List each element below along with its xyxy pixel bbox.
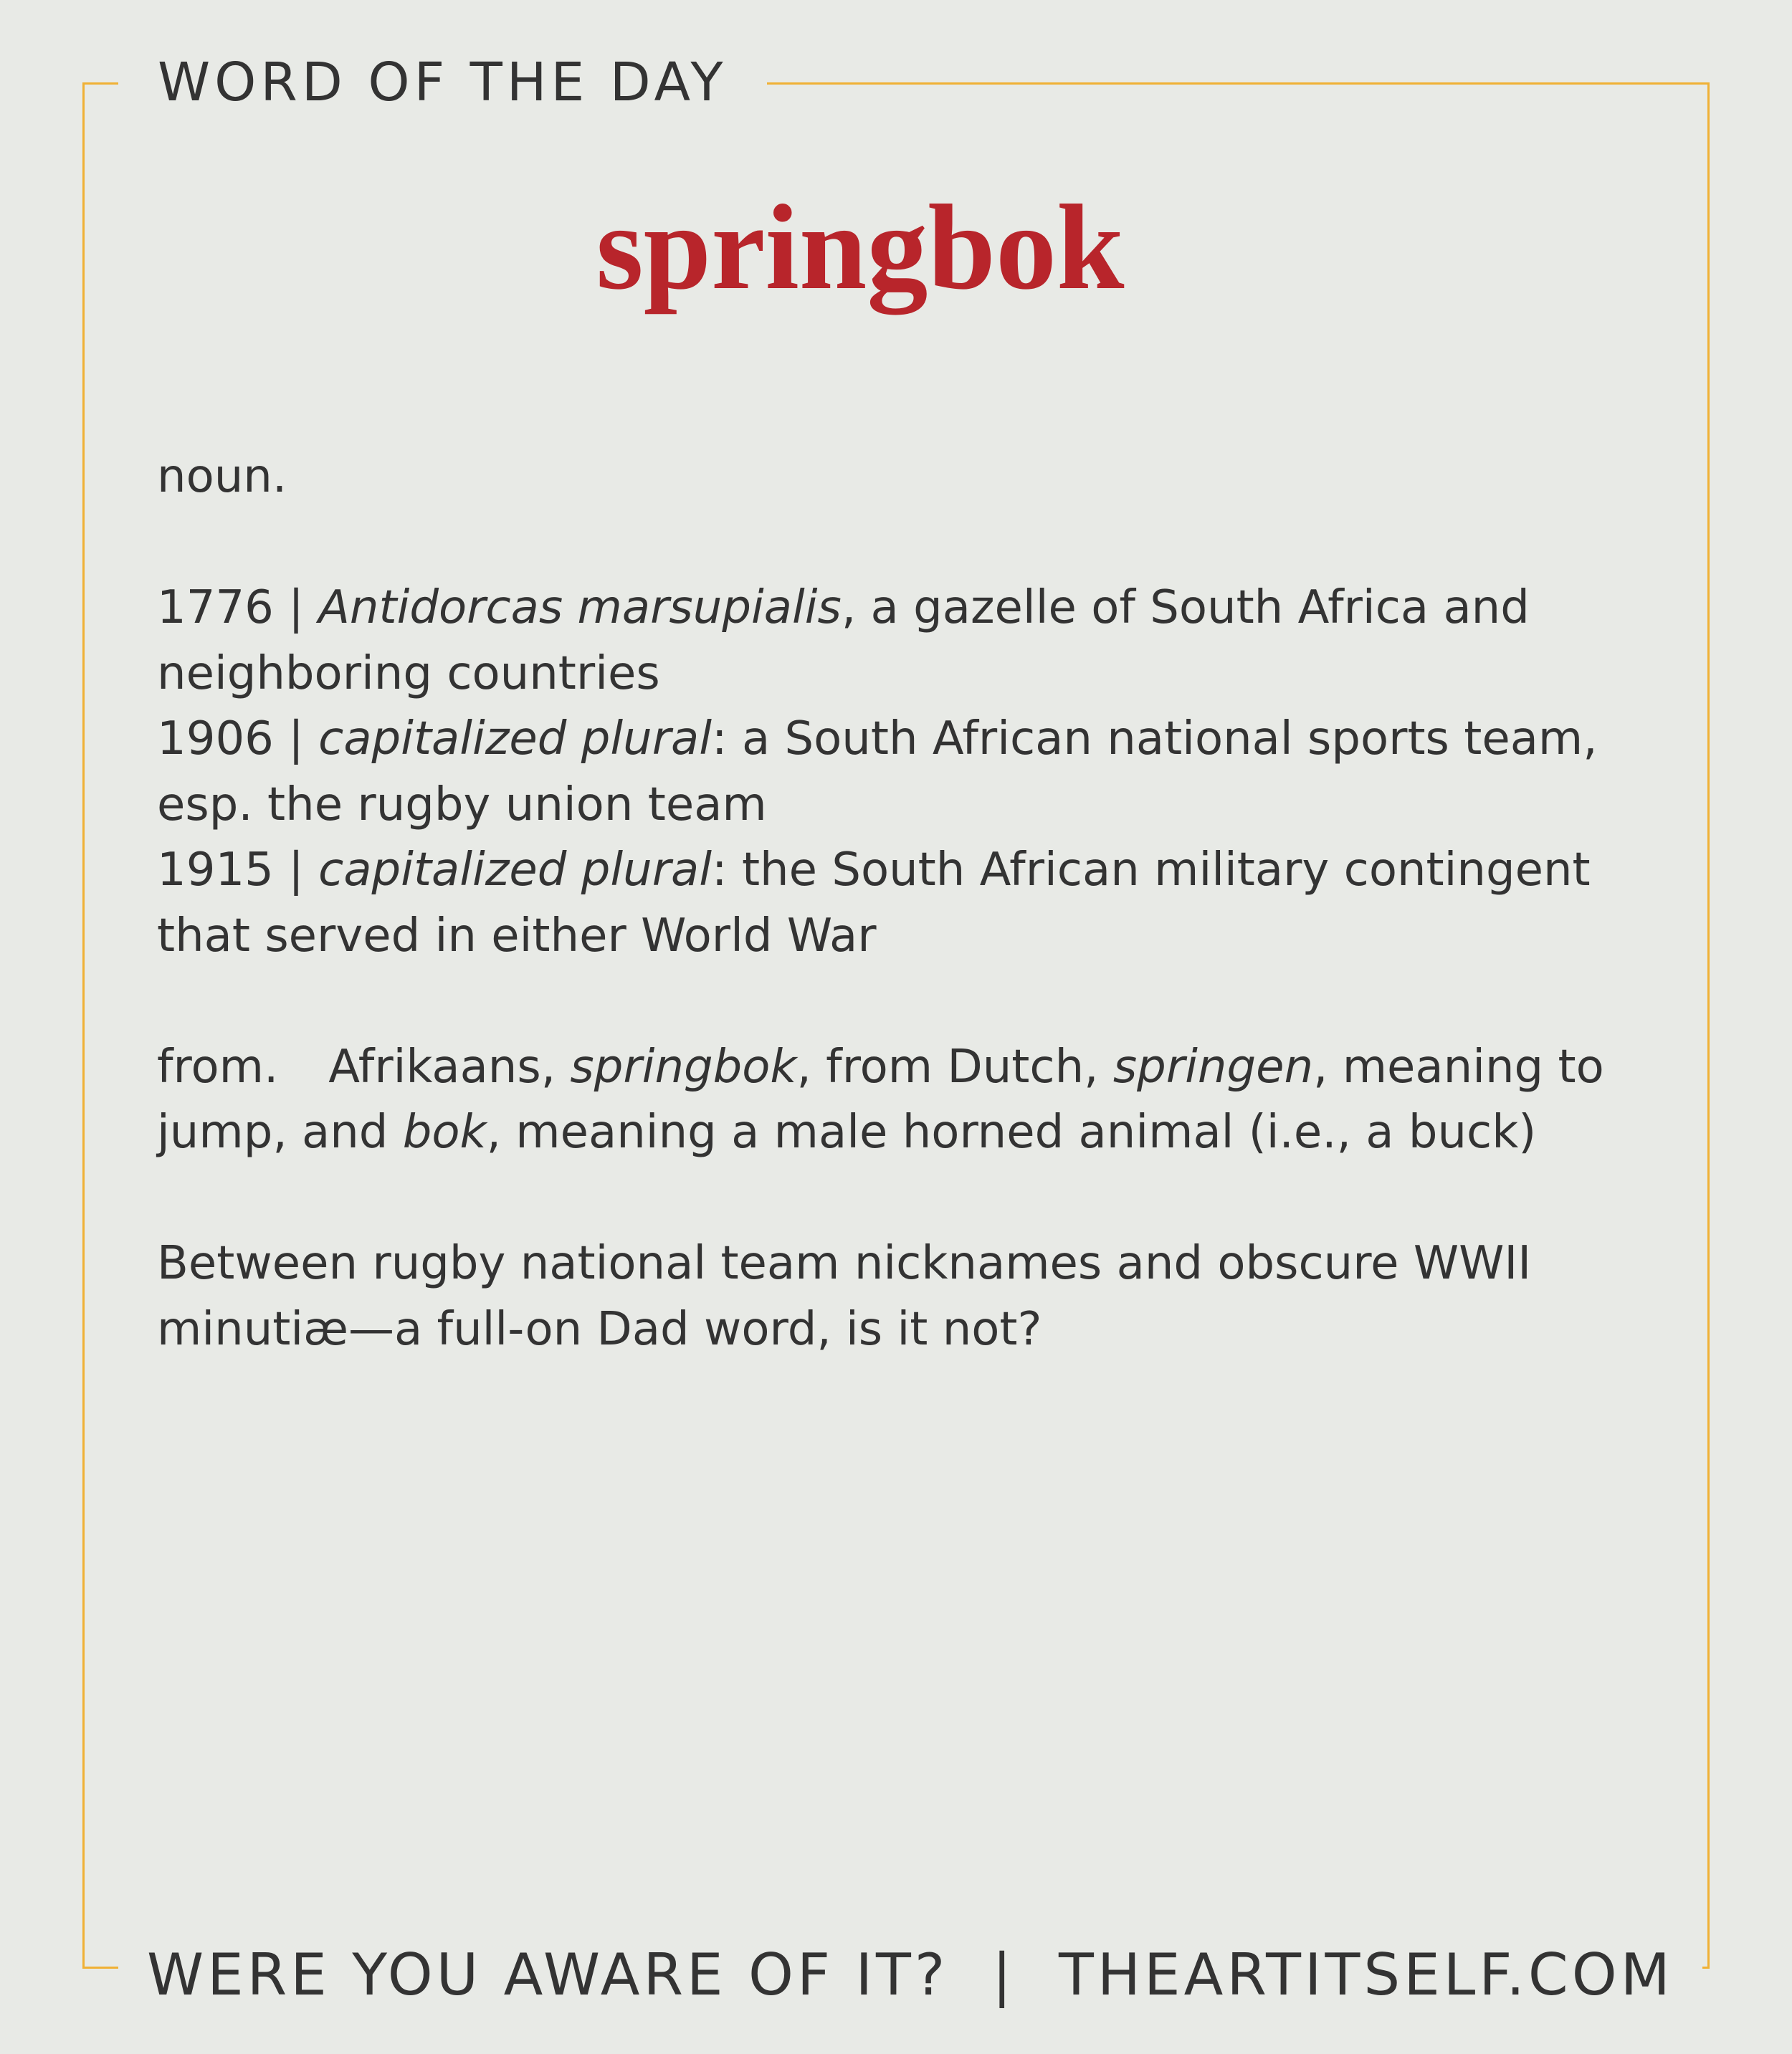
- footer-question: WERE YOU AWARE OF IT?: [147, 1941, 949, 2008]
- sense-label: capitalized plural: [318, 844, 712, 897]
- etymology-text: , meaning to jump, and: [157, 1040, 1604, 1159]
- sense-3: [157, 838, 1648, 969]
- footer-separator: |: [992, 1941, 1016, 2008]
- footer: [118, 1935, 1702, 2015]
- definition-body: [157, 444, 1648, 1362]
- part-of-speech: noun.: [157, 450, 287, 503]
- etymology-text: , from Dutch,: [796, 1040, 1113, 1094]
- sense-separator: |: [288, 844, 304, 897]
- sense-1: [157, 575, 1648, 707]
- sense-text: : a South African national sports team, esp. the rugby union team: [157, 712, 1598, 831]
- etymology: [157, 1035, 1648, 1166]
- spacer: [157, 1166, 1648, 1232]
- header-title: WORD OF THE DAY: [118, 43, 767, 122]
- sense-2: [157, 707, 1648, 838]
- sense-text: , a gazelle of South Africa and neighboring countries: [157, 581, 1530, 700]
- comment: Between rugby national team nicknames and obscure WWII minutiæ—a full-on Dad word, is it not?: [157, 1237, 1532, 1356]
- sense-year: 1906: [157, 712, 274, 765]
- sense-label: capitalized plural: [318, 712, 712, 765]
- sense-text: : the South African military contingent that served in either World War: [157, 844, 1591, 962]
- spacer: [157, 969, 1648, 1035]
- spacer: [157, 510, 1648, 576]
- footer-site-link[interactable]: THEARTITSELF.COM: [1059, 1941, 1674, 2008]
- etymology-word: bok: [402, 1106, 487, 1159]
- headword: springbok: [596, 180, 1125, 315]
- sense-label: Antidorcas marsupialis: [318, 581, 842, 634]
- sense-separator: |: [288, 712, 304, 765]
- etymology-text: , meaning a male horned animal (i.e., a buck): [486, 1106, 1537, 1159]
- etymology-word: springen: [1112, 1040, 1313, 1094]
- sense-separator: |: [288, 581, 304, 634]
- sense-year: 1776: [157, 581, 274, 634]
- etymology-word: springbok: [570, 1040, 797, 1094]
- etymology-text: Afrikaans,: [328, 1040, 571, 1094]
- etymology-label: from.: [157, 1040, 279, 1094]
- sense-year: 1915: [157, 844, 274, 897]
